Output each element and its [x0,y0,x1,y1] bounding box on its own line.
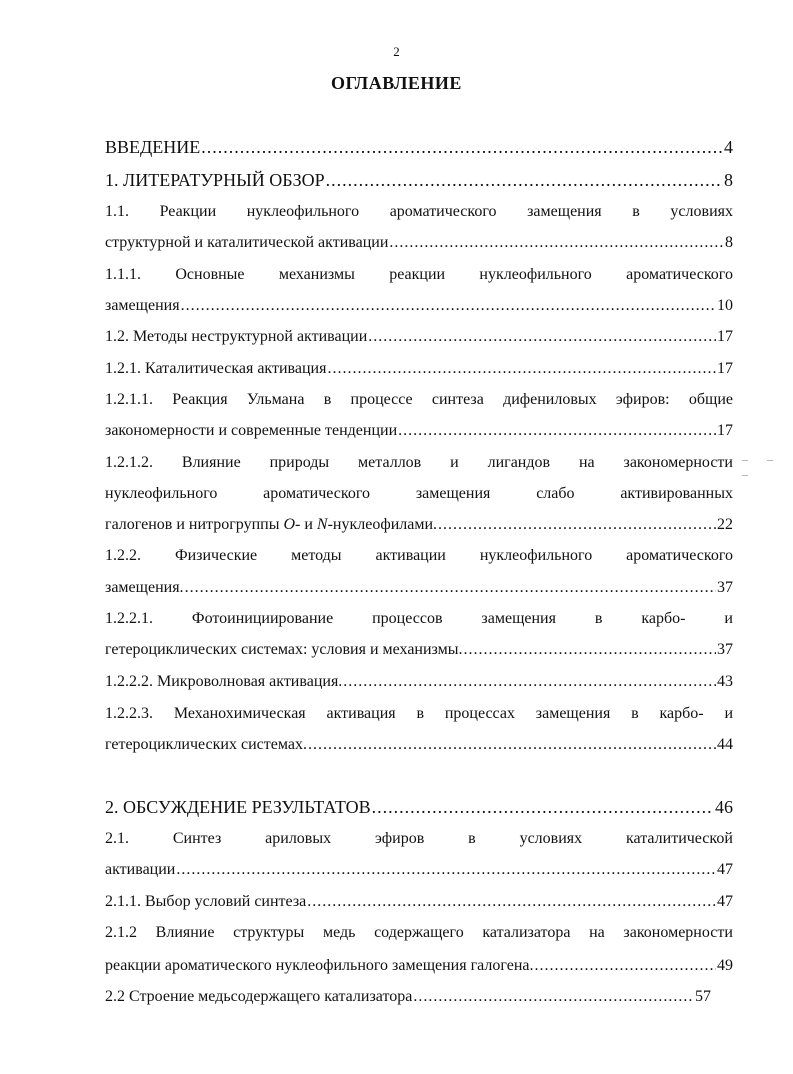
toc-entry-page: 17 [717,422,733,439]
toc-entry-page: 8 [725,234,733,251]
toc-entry-1-1-1-line1[interactable] [105,265,733,285]
word: медь [322,924,356,941]
toc-entry-title: гетероциклических системах. [105,736,307,753]
word: Механохимическая [173,705,306,722]
word: 1.2.2. [105,547,141,564]
word: ароматического [389,203,497,220]
word: Основные [175,266,245,283]
toc-entry-title: 2.2 Строение медьсодержащего катализатора [105,988,413,1005]
toc-entry-1-1-line2[interactable] [105,233,733,253]
toc-entry-title: 2.1.1. Выбор условий синтеза [105,893,307,910]
toc-entry-1-2-2-3-line1[interactable] [105,704,733,724]
word: нуклеофильного [479,547,593,564]
toc-entry-title: 2. ОБСУЖДЕНИЕ РЕЗУЛЬТАТОВ [105,797,371,817]
toc-entry-chapter-1[interactable] [105,170,733,190]
title-part: - и [295,516,317,533]
word: механизмы [278,266,355,283]
toc-entry-2-1-1[interactable] [105,892,733,912]
word: нуклеофильного [246,203,360,220]
toc-entry-1-2-2-3-line2[interactable] [105,735,733,755]
toc-entry-page: 37 [717,579,733,596]
toc-leader-dots [389,233,724,253]
word: в [416,705,425,722]
word: 1.1.1. [105,266,141,283]
toc-entry-title: замещения [105,297,180,314]
word: нуклеофильного [105,485,218,502]
toc-entry-page: 44 [717,736,733,753]
toc-entry-chapter-2[interactable] [105,797,733,817]
word: природы [269,454,330,471]
toc-entry-page: 4 [724,137,733,157]
word: 2.1.2 [105,924,137,941]
word: Влияние [155,924,215,941]
word: и [450,454,459,471]
toc-entry-page: 17 [717,328,733,345]
word: Реакция [172,391,228,408]
toc-leader-dots [343,672,716,692]
toc-entry-page: 57 [695,988,711,1005]
word: в [631,705,639,722]
word: Физические [174,547,258,564]
toc-entry-1-2-1-1-line2[interactable] [105,421,733,441]
word: 1.2.1.2. [105,454,153,471]
word: условиях [670,203,733,220]
word: нуклеофильного [479,266,592,283]
toc-entry-page: 37 [717,641,733,658]
toc-entry-1-2-1-2-line2[interactable] [105,484,733,504]
word: Синтез [172,830,222,847]
word: замещения [415,485,491,502]
word: ароматического [626,266,733,283]
toc-leader-dots [398,421,716,441]
toc-entry-page: 43 [717,673,733,690]
toc-entry-2-1-2-line2[interactable] [105,956,733,976]
toc-entry-title: 1.2.2.2. Микроволновая активация. [105,673,343,690]
word: и [724,610,733,627]
toc-entry-page: 17 [717,360,733,377]
toc-entry-introduction[interactable] [105,137,733,157]
word: процессов [372,610,443,627]
toc-leader-dots [181,296,716,316]
toc-entry-title: активации [105,861,176,878]
toc-entry-1-2-1-2-line1[interactable] [105,453,733,473]
title-italic-n: N [316,516,328,533]
word: 1.2.1.1. [105,391,153,408]
word: и [724,705,733,722]
toc-entry-page: 47 [717,893,733,910]
word: Реакции [159,203,217,220]
word: содержащего [374,924,464,941]
toc-entry-2-1-2-line1[interactable] [105,923,733,943]
word: в [632,203,640,220]
toc-leader-dots [372,797,714,817]
word: ариловых [265,830,332,847]
toc-entry-1-2-2-2[interactable] [105,672,733,692]
toc-entry-page: 49 [717,957,733,974]
word: лигандов [487,454,551,471]
word: условиях [519,830,583,847]
scan-artifact-dashes: ‒ ‒ ‒ [742,452,781,481]
word: ароматического [263,485,370,502]
word: катализатора [482,924,571,941]
toc-entry-2-2[interactable] [105,987,711,1007]
word: ароматического [626,547,733,564]
toc-entry-title: реакции ароматического нуклеофильного замещения галогена. [105,957,534,974]
toc-leader-dots [326,170,723,190]
word: замещения [535,705,611,722]
word: карбо- [659,705,704,722]
toc-leader-dots [176,860,716,880]
toc-leader-dots [464,640,716,660]
title-part: галогенов и нитрогруппы [105,516,284,533]
word: замещения [527,203,602,220]
word: на [578,454,595,471]
word: металлов [358,454,422,471]
word: активированных [620,485,733,502]
word: замещения [481,610,556,627]
word: эфиров: [615,391,670,408]
toc-leader-dots [185,578,716,598]
word: дифениловых [503,391,597,408]
word: 1.1. [105,203,129,220]
toc-leader-dots [201,137,723,157]
word: реакции [389,266,446,283]
word: слабо [536,485,575,502]
toc-entry-2-1-line1[interactable] [105,829,733,849]
toc-entry-page: 46 [715,797,733,817]
toc-entry-1-1-1-line2[interactable] [105,296,733,316]
toc-entry-title: 1. ЛИТЕРАТУРНЫЙ ОБЗОР [105,170,325,190]
word: в [323,391,332,408]
word: 1.2.2.3. [105,705,153,722]
toc-entry-title: ВВЕДЕНИЕ [105,137,201,157]
word: процессе [350,391,413,408]
toc-entry-page: 22 [717,516,733,533]
toc-entry-title: структурной и каталитической активации [105,234,389,251]
toc-entry-1-2-2-line2[interactable] [105,578,733,598]
toc-leader-dots [368,327,716,347]
toc-entry-1-2-1-2-line3[interactable] [105,515,733,535]
toc-leader-dots [307,892,716,912]
word: закономерности [623,454,733,471]
toc-entry-title: 1.2.1. Каталитическая активация [105,360,327,377]
toc-entry-1-2-2-1-line1[interactable] [105,609,733,629]
toc-leader-dots [327,359,716,379]
toc-entry-1-2[interactable] [105,327,733,347]
toc-leader-dots [308,735,716,755]
word: закономерности [623,924,733,941]
word: Ульмана [246,391,305,408]
word: методы [291,547,342,564]
toc-entry-page: 8 [724,170,733,190]
word: в [594,610,603,627]
toc-leader-dots [438,515,716,535]
word: процессах [444,705,515,722]
toc-entry-title [105,515,437,535]
toc-entry-1-2-1[interactable] [105,359,733,379]
word: синтеза [431,391,484,408]
word: эфиров [374,830,425,847]
toc-entry-page: 47 [717,861,733,878]
toc-entry-1-2-2-line1[interactable] [105,546,733,566]
title-italic-o: O [283,516,296,533]
page-title: ОГЛАВЛЕНИЕ [331,73,462,93]
toc-leader-dots [413,987,694,1007]
word: структуры [233,924,305,941]
word: на [589,924,605,941]
word: каталитической [626,830,733,847]
toc-entry-title: замещения. [105,579,184,596]
word: активации [375,547,446,564]
word: общие [688,391,733,408]
toc-entry-1-1-line1[interactable] [105,202,733,222]
word: Фотоинициирование [191,610,334,627]
toc-entry-title: закономерности и современные тенденции [105,422,398,439]
word: в [468,830,476,847]
word: 1.2.2.1. [105,610,153,627]
title-part: -нуклеофилами. [327,516,438,533]
toc-entry-1-2-1-1-line1[interactable] [105,390,733,410]
toc-leader-dots [535,956,716,976]
toc-entry-title: гетероциклических системах: условия и механизмы. [105,641,463,658]
word: карбо- [641,610,686,627]
word: Влияние [181,454,241,471]
word: 2.1. [105,830,129,847]
page-number: 2 [393,44,400,59]
toc-entry-page: 10 [717,297,733,314]
toc-entry-title: 1.2. Методы неструктурной активации [105,328,368,345]
word: активация [326,705,396,722]
toc-entry-2-1-line2[interactable] [105,860,733,880]
toc-entry-1-2-2-1-line2[interactable] [105,640,733,660]
